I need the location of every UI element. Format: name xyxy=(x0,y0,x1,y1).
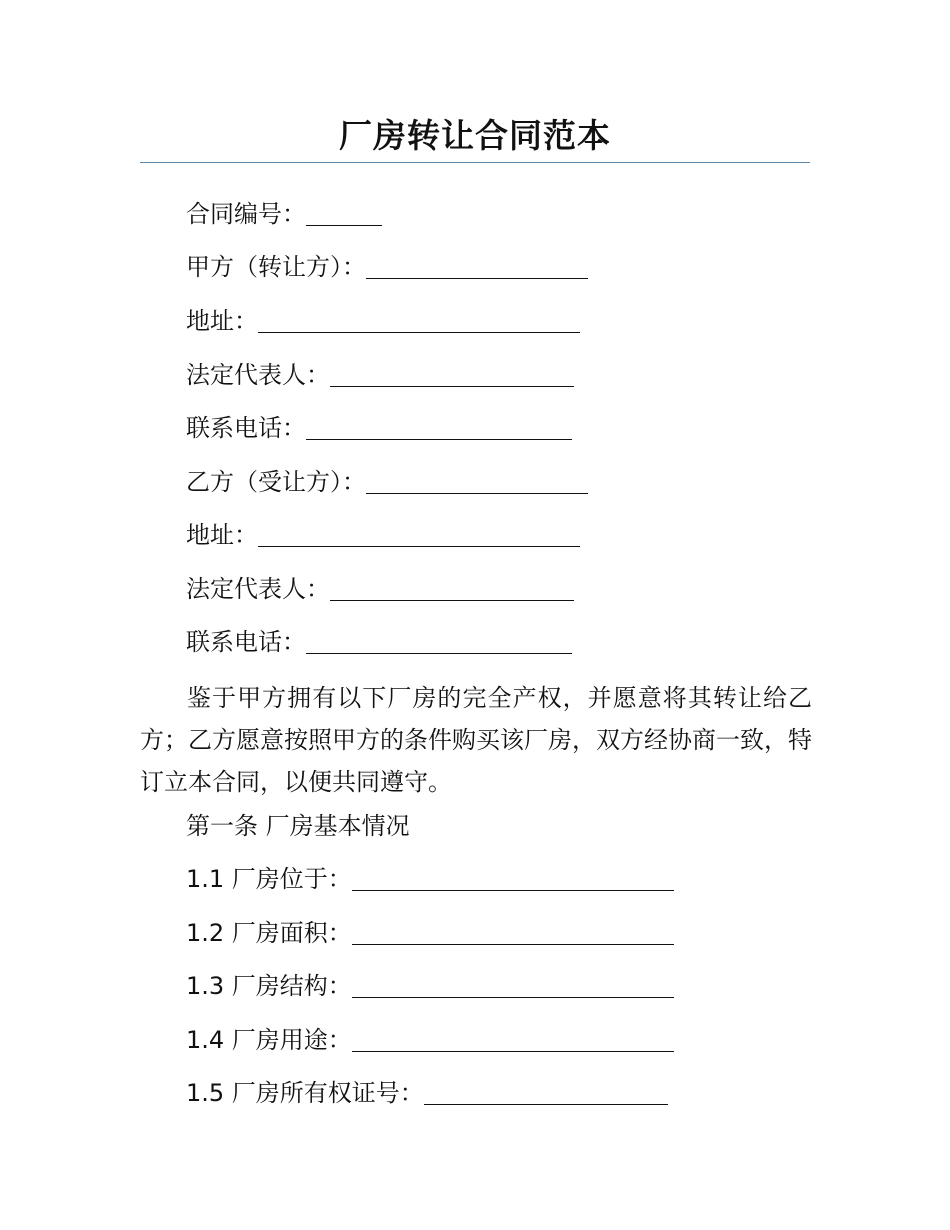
party-b-address-label: 地址： xyxy=(186,521,258,549)
article1-item-blank[interactable] xyxy=(352,920,674,945)
article1-item-use xyxy=(186,1023,674,1057)
article1-heading: 第一条 厂房基本情况 xyxy=(186,812,410,840)
contract-number-blank[interactable] xyxy=(306,201,382,226)
party-a-rep-line xyxy=(186,358,574,392)
article1-item-certificate xyxy=(186,1076,668,1110)
party-b-address-blank[interactable] xyxy=(258,522,580,547)
contract-number-line xyxy=(186,197,382,231)
party-a-line xyxy=(186,250,588,284)
party-a-rep-label: 法定代表人： xyxy=(186,361,330,389)
party-a-phone-blank[interactable] xyxy=(306,415,572,440)
party-b-phone-label: 联系电话： xyxy=(186,628,306,656)
article1-item-label: 1.4 厂房用途： xyxy=(186,1026,352,1054)
party-a-blank[interactable] xyxy=(366,254,588,279)
article1-item-area xyxy=(186,916,674,950)
party-a-phone-label: 联系电话： xyxy=(186,414,306,442)
preamble-paragraph: 鉴于甲方拥有以下厂房的完全产权，并愿意将其转让给乙方；乙方愿意按照甲方的条件购买该厂房，双方经协商一致，特订立本合同，以便共同遵守。 xyxy=(140,684,812,796)
party-b-phone-line xyxy=(186,625,572,659)
contract-number-label: 合同编号： xyxy=(186,200,306,228)
article1-item-structure xyxy=(186,969,674,1003)
party-b-rep-blank[interactable] xyxy=(330,576,574,601)
party-b-line xyxy=(186,465,588,499)
article1-item-label: 1.1 厂房位于： xyxy=(186,865,352,893)
party-a-address-line xyxy=(186,304,580,338)
party-b-blank[interactable] xyxy=(366,469,588,494)
party-b-address-line xyxy=(186,518,580,552)
party-b-rep-line xyxy=(186,572,574,606)
document-title: 厂房转让合同范本 xyxy=(339,116,611,155)
article1-item-label: 1.5 厂房所有权证号： xyxy=(186,1079,424,1107)
party-a-address-label: 地址： xyxy=(186,307,258,335)
party-a-label: 甲方（转让方）： xyxy=(186,253,366,281)
article1-item-blank[interactable] xyxy=(352,866,674,891)
article1-item-blank[interactable] xyxy=(352,973,674,998)
party-b-phone-blank[interactable] xyxy=(306,629,572,654)
article1-item-blank[interactable] xyxy=(352,1027,674,1052)
article1-item-label: 1.3 厂房结构： xyxy=(186,972,352,1000)
party-a-address-blank[interactable] xyxy=(258,308,580,333)
article1-item-location xyxy=(186,862,674,896)
party-b-label: 乙方（受让方）： xyxy=(186,468,366,496)
party-b-rep-label: 法定代表人： xyxy=(186,575,330,603)
article1-item-label: 1.2 厂房面积： xyxy=(186,919,352,947)
party-a-rep-blank[interactable] xyxy=(330,362,574,387)
title-underline xyxy=(140,162,810,163)
party-a-phone-line xyxy=(186,411,572,445)
article1-item-blank[interactable] xyxy=(424,1080,668,1105)
